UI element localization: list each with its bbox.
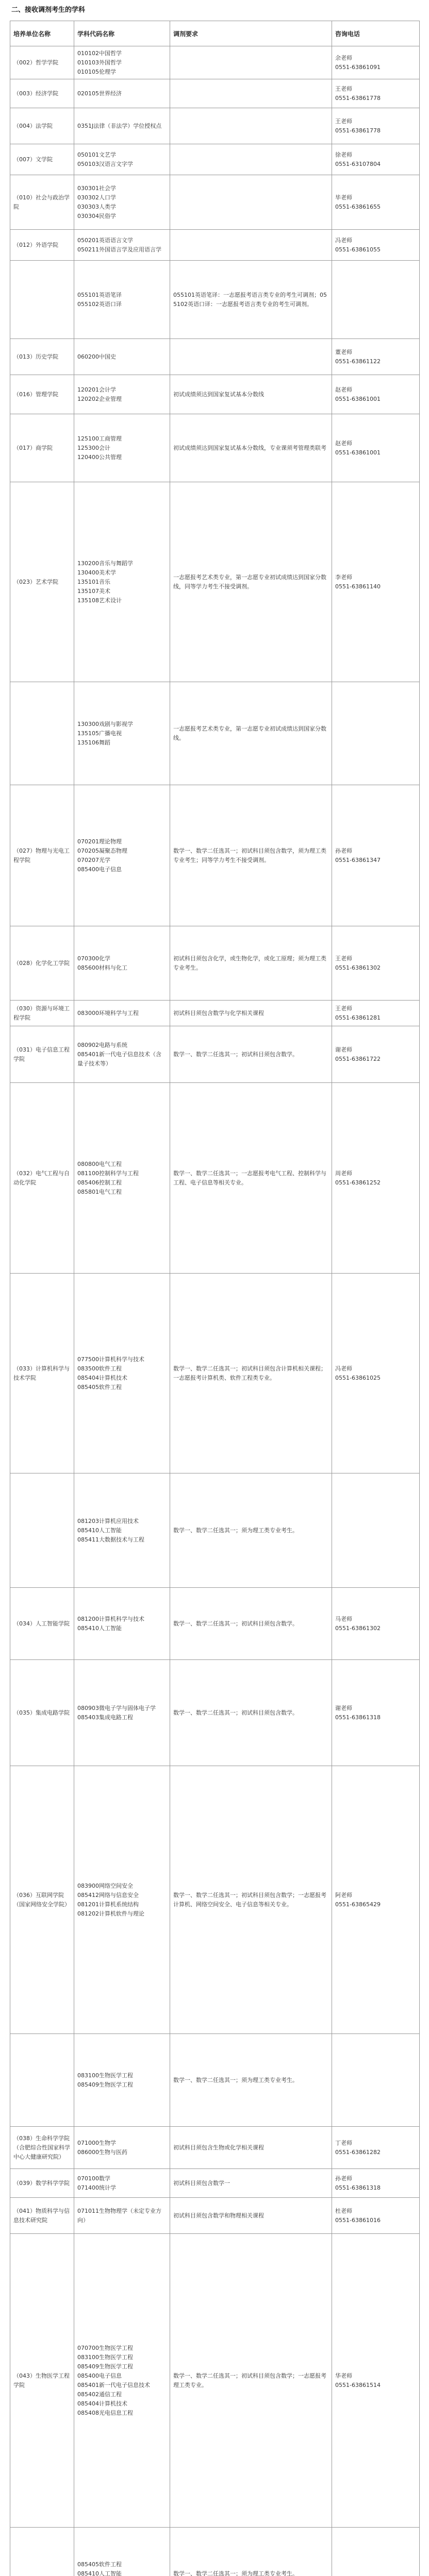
contact-cell: 余老师 0551-63861091 [332, 46, 420, 79]
unit-name-cell: （035）集成电路学院 [10, 1660, 74, 1766]
table-row [10, 2034, 420, 2127]
unit-name-cell: （007）文学院 [10, 144, 74, 175]
discipline-item: 080902电路与系统 [77, 1041, 127, 1048]
contact-cell: 谢老师 0551-63861318 [332, 1660, 420, 1766]
discipline-cell [74, 2127, 170, 2169]
discipline-item: 085406控制工程 [77, 1179, 122, 1186]
discipline-item: 050101文艺学 [77, 151, 116, 158]
discipline-cell [74, 1001, 170, 1026]
discipline-item: 085401新一代电子信息技术 [77, 2381, 150, 2388]
unit-name-cell: （023）艺术学院 [10, 482, 74, 682]
unit-name-cell: （012）外语学院 [10, 230, 74, 261]
discipline-cell [74, 2234, 170, 2528]
discipline-item: 050201英语语言文学 [77, 236, 133, 244]
contact-cell [332, 1473, 420, 1588]
contact-cell: 徐老师 0551-63107804 [332, 144, 420, 175]
unit-name-cell: （027）物理与光电工程学院 [10, 785, 74, 926]
discipline-item: 081100控制科学与工程 [77, 1170, 139, 1177]
contact-cell [332, 2034, 420, 2127]
discipline-cell [74, 175, 170, 230]
unit-name-cell: （017）商学院 [10, 414, 74, 482]
discipline-item: 050103汉语言文字学 [77, 160, 133, 167]
contact-cell [332, 261, 420, 339]
requirements-cell [170, 175, 332, 230]
unit-name-cell: （036）互联网学院（国家网络安全学院） [10, 1766, 74, 2034]
requirements-cell: 数学一、数学二任选其一；须为理工类专业考生。 [170, 1473, 332, 1588]
table-row [10, 175, 420, 230]
requirements-cell: 数学一、数学二任选其一；初试科目须包含数学。 [170, 1588, 332, 1660]
discipline-cell [74, 1083, 170, 1274]
discipline-item: 070100数学 [77, 2175, 110, 2182]
requirements-cell: 数学一、数学二任选其一；须为理工类专业考生。 [170, 2528, 332, 2576]
unit-name-cell [10, 682, 74, 785]
unit-name-cell: （028）化学化工学院 [10, 926, 74, 1001]
contact-cell: 王老师 0551-63861302 [332, 926, 420, 1001]
requirements-cell [170, 46, 332, 79]
requirements-cell [170, 79, 332, 108]
unit-name-cell: （030）资源与环境工程学院 [10, 1001, 74, 1026]
table-row [10, 1766, 420, 2034]
requirements-cell: 数学一、数学二任选其一；须为理工类专业考生。 [170, 2034, 332, 2127]
discipline-item: 077500计算机科学与技术 [77, 1355, 144, 1363]
contact-cell: 王老师 0551-63861778 [332, 108, 420, 144]
contact-cell: 孙老师 0551-63861347 [332, 785, 420, 926]
table-row [10, 2234, 420, 2528]
discipline-item: 083500软件工程 [77, 1365, 122, 1372]
header-requirements: 调剂要求 [170, 21, 332, 46]
table-row [10, 1473, 420, 1588]
discipline-item: 030301社会学 [77, 184, 116, 192]
table-row [10, 46, 420, 79]
discipline-item: 120400公共管理 [77, 453, 122, 461]
contact-cell: 赵老师 0551-63861001 [332, 414, 420, 482]
table-row [10, 339, 420, 375]
discipline-cell [74, 108, 170, 144]
discipline-cell [74, 414, 170, 482]
unit-name-cell: （034）人工智能学院 [10, 1588, 74, 1660]
discipline-item: 081202计算机软件与理论 [77, 1910, 144, 1917]
table-row [10, 2127, 420, 2169]
unit-name-cell: （016）管理学院 [10, 375, 74, 414]
contact-cell: 王老师 0551-63861778 [332, 79, 420, 108]
discipline-item: 120202企业管理 [77, 395, 122, 402]
discipline-item: 030303人类学 [77, 203, 116, 210]
discipline-item: 085801电气工程 [77, 1188, 122, 1195]
discipline-cell [74, 339, 170, 375]
table-row [10, 1660, 420, 1766]
discipline-cell [74, 230, 170, 261]
discipline-item: 085411大数据技术与工程 [77, 1536, 144, 1543]
discipline-item: 070201理论物理 [77, 838, 122, 845]
discipline-cell [74, 2169, 170, 2198]
discipline-item: 085410人工智能 [77, 1624, 122, 1632]
requirements-cell: 初试科目须包含数学与化学相关课程 [170, 1001, 332, 1026]
contact-cell: 冯老师 0551-63861025 [332, 1274, 420, 1473]
table-row [10, 2169, 420, 2198]
requirements-cell: 初试成绩须达到国家复试基本分数线，专业课须考管理类联考 [170, 414, 332, 482]
table-row [10, 144, 420, 175]
discipline-item: 130300戏剧与影视学 [77, 720, 133, 727]
discipline-cell [74, 1473, 170, 1588]
discipline-cell [74, 375, 170, 414]
requirements-cell: 055101英语笔译：一志愿报考语言类专业的考生可调剂；055102英语口译：一志愿报考语言类专业的考生可调剂。 [170, 261, 332, 339]
discipline-cell [74, 682, 170, 785]
requirements-cell: 初试科目须包含数学一 [170, 2169, 332, 2198]
discipline-item: 085405软件工程 [77, 1383, 122, 1391]
table-row [10, 79, 420, 108]
discipline-item: 135101音乐 [77, 578, 110, 585]
discipline-item: 085409生物医学工程 [77, 2363, 133, 2370]
discipline-item: 085409生物医学工程 [77, 2081, 133, 2088]
contact-cell: 毕老师 0551-63861655 [332, 175, 420, 230]
requirements-cell: 一志愿报考艺术类专业，第一志愿专业初试成绩达到国家分数线，同等学力考生不接受调剂。 [170, 482, 332, 682]
table-row [10, 1001, 420, 1026]
requirements-cell: 数学一、数学二任选其一；一志愿报考电气工程、控制科学与工程、电子信息等相关专业。 [170, 1083, 332, 1274]
table-row [10, 230, 420, 261]
discipline-item: 050211外国语言学及应用语言学 [77, 246, 161, 253]
unit-name-cell [10, 2034, 74, 2127]
unit-name-cell: （038）生命科学学院（合肥综合性国家科学中心大健康研究院） [10, 2127, 74, 2169]
table-row [10, 785, 420, 926]
discipline-item: 070205凝聚态物理 [77, 847, 127, 854]
discipline-item: 081200计算机科学与技术 [77, 1615, 144, 1622]
contact-cell: 华老师 0551-63861514 [332, 2234, 420, 2528]
discipline-item: 010105伦理学 [77, 68, 116, 75]
table-body [10, 46, 420, 2576]
discipline-item: 135107美术 [77, 587, 110, 595]
unit-name-cell: （033）计算机科学与技术学院 [10, 1274, 74, 1473]
table-row [10, 2528, 420, 2576]
header-contact: 咨询电话 [332, 21, 420, 46]
discipline-item: 083100生物医学工程 [77, 2353, 133, 2361]
discipline-item: 083100生物医学工程 [77, 2072, 133, 2079]
table-row [10, 414, 420, 482]
discipline-item: 085400电子信息 [77, 866, 122, 873]
adjustment-table [10, 21, 420, 2576]
requirements-cell: 数学一、数学二任选其一；初试科目须包含数学，须为理工类专业考生；同等学力考生不接受调剂。 [170, 785, 332, 926]
unit-name-cell: （032）电气工程与自动化学院 [10, 1083, 74, 1274]
unit-name-cell: （010）社会与政治学院 [10, 175, 74, 230]
table-row [10, 1026, 420, 1083]
contact-cell: 王老师 0551-63861281 [332, 1001, 420, 1026]
contact-cell: 李老师 0551-63861140 [332, 482, 420, 682]
table-row [10, 261, 420, 339]
discipline-item: 085410人工智能 [77, 1527, 122, 1534]
discipline-item: 020105世界经济 [77, 90, 122, 97]
discipline-item: 071400统计学 [77, 2184, 116, 2191]
discipline-item: 125300会计 [77, 444, 110, 451]
requirements-cell [170, 339, 332, 375]
header-unit: 培养单位名称 [10, 21, 74, 46]
discipline-item: 055102英语口译 [77, 300, 122, 308]
discipline-item: 085402通信工程 [77, 2391, 122, 2398]
requirements-cell: 初试科目须包含化学，或生物化学，或化工原理；须为理工类专业考生。 [170, 926, 332, 1001]
discipline-cell [74, 46, 170, 79]
discipline-item: 086000生物与医药 [77, 2148, 127, 2156]
requirements-cell [170, 108, 332, 144]
requirements-cell [170, 230, 332, 261]
unit-name-cell: （013）历史学院 [10, 339, 74, 375]
discipline-item: 080800电气工程 [77, 1160, 122, 1167]
discipline-cell [74, 144, 170, 175]
table-row [10, 108, 420, 144]
contact-cell: 赵老师 0551-63861001 [332, 375, 420, 414]
discipline-item: 060200中国史 [77, 353, 116, 360]
unit-name-cell [10, 2528, 74, 2576]
contact-cell: 孙老师 0551-63861318 [332, 2169, 420, 2198]
page-title: 二、接收调剂考生的学科 [11, 6, 86, 14]
table-header-row [10, 21, 420, 46]
discipline-item: 083900网络空间安全 [77, 1882, 133, 1889]
discipline-cell [74, 926, 170, 1001]
contact-cell: 谢老师 0551-63861722 [332, 1026, 420, 1083]
discipline-item: 085404计算机技术 [77, 2400, 127, 2407]
unit-name-cell [10, 1473, 74, 1588]
table-row [10, 926, 420, 1001]
requirements-cell: 数学一、数学二任选其一；初试科目须包含数学。 [170, 1026, 332, 1083]
unit-name-cell: （039）数学科学学院 [10, 2169, 74, 2198]
unit-name-cell [10, 261, 74, 339]
contact-cell: 马老师 0551-63861302 [332, 1588, 420, 1660]
contact-cell [332, 2528, 420, 2576]
unit-name-cell: （031）电子信息工程学院 [10, 1026, 74, 1083]
discipline-item: 010103外国哲学 [77, 59, 122, 66]
discipline-item: 070300化学 [77, 955, 110, 962]
discipline-cell [74, 482, 170, 682]
contact-cell: 杜老师 0551-63861016 [332, 2198, 420, 2234]
discipline-cell [74, 1660, 170, 1766]
discipline-cell [74, 1588, 170, 1660]
discipline-cell [74, 2034, 170, 2127]
discipline-item: 130400美术学 [77, 569, 116, 576]
discipline-item: 085412网络与信息安全 [77, 1891, 139, 1899]
unit-name-cell: （003）经济学院 [10, 79, 74, 108]
discipline-item: 030302人口学 [77, 194, 116, 201]
discipline-item: 085405软件工程 [77, 2561, 122, 2568]
unit-name-cell: （002）哲学学院 [10, 46, 74, 79]
discipline-item: 120201会计学 [77, 386, 116, 393]
discipline-item: 030304民俗学 [77, 212, 116, 219]
contact-cell: 阿老师 0551-63865429 [332, 1766, 420, 2034]
discipline-cell [74, 2528, 170, 2576]
discipline-cell [74, 2198, 170, 2234]
requirements-cell [170, 144, 332, 175]
discipline-item: 135108艺术设计 [77, 597, 122, 604]
unit-name-cell: （043）生物医学工程学院 [10, 2234, 74, 2528]
discipline-item: 081201计算机系统结构 [77, 1901, 139, 1908]
contact-cell: 董老师 0551-63861122 [332, 339, 420, 375]
requirements-cell: 一志愿报考艺术类专业，第一志愿专业初试成绩达到国家分数线。 [170, 682, 332, 785]
discipline-cell [74, 261, 170, 339]
unit-name-cell: （004）法学院 [10, 108, 74, 144]
requirements-cell: 数学一、数学二任选其一；初试科目须包含数学；一志愿报考计算机、网络空间安全、电子信息等相关专业。 [170, 1766, 332, 2034]
discipline-cell [74, 1026, 170, 1083]
discipline-cell [74, 785, 170, 926]
table-row [10, 1083, 420, 1274]
table-row [10, 1274, 420, 1473]
discipline-item: 085400电子信息 [77, 2372, 122, 2379]
table-row [10, 682, 420, 785]
contact-cell: 丁老师 0551-63861282 [332, 2127, 420, 2169]
table-row [10, 482, 420, 682]
discipline-item: 081203计算机应用技术 [77, 1517, 139, 1524]
requirements-cell: 数学一、数学二任选其一；初试科目须包含数学；一志愿报考理工类专业。 [170, 2234, 332, 2528]
contact-cell: 周老师 0551-63861252 [332, 1083, 420, 1274]
requirements-cell: 数学一、数学二任选其一；初试科目须包含计算机相关课程；一志愿报考计算机类、软件工程类专业。 [170, 1274, 332, 1473]
discipline-cell [74, 79, 170, 108]
discipline-item: 135106舞蹈 [77, 739, 110, 746]
requirements-cell: 初试成绩须达到国家复试基本分数线 [170, 375, 332, 414]
discipline-item: 085401新一代电子信息技术（含量子技术等） [77, 1050, 161, 1067]
contact-cell [332, 682, 420, 785]
table-row [10, 1588, 420, 1660]
discipline-item: 085403集成电路工程 [77, 1714, 133, 1721]
requirements-cell: 初试科目须包含数学和物理相关课程 [170, 2198, 332, 2234]
requirements-cell: 初试科目须包含生物或化学相关课程 [170, 2127, 332, 2169]
discipline-item: 071000生物学 [77, 2139, 116, 2146]
discipline-item: 085404计算机技术 [77, 1374, 127, 1381]
discipline-item: 0351J法律（非法学）学位授权点 [77, 122, 162, 129]
contact-cell: 冯老师 0551-63861055 [332, 230, 420, 261]
discipline-item: 055101英语笔译 [77, 291, 122, 298]
discipline-item: 085600材料与化工 [77, 964, 127, 971]
discipline-item: 085408光电信息工程 [77, 2409, 133, 2416]
discipline-item: 135105广播电视 [77, 730, 122, 737]
discipline-item: 130200音乐与舞蹈学 [77, 560, 133, 567]
unit-name-cell: （041）物质科学与信息技术研究院 [10, 2198, 74, 2234]
discipline-cell [74, 1274, 170, 1473]
discipline-item: 070700生物医学工程 [77, 2344, 133, 2351]
table-row [10, 375, 420, 414]
header-discipline: 学科代码名称 [74, 21, 170, 46]
discipline-item: 125100工商管理 [77, 435, 122, 442]
table-row [10, 2198, 420, 2234]
requirements-cell: 数学一、数学二任选其一；初试科目须包含数学。 [170, 1660, 332, 1766]
discipline-item: 083000环境科学与工程 [77, 1009, 139, 1016]
discipline-item: 080903微电子学与固体电子学 [77, 1704, 156, 1711]
discipline-cell [74, 1766, 170, 2034]
discipline-item: 010102中国哲学 [77, 49, 122, 57]
discipline-item: 070207光学 [77, 856, 110, 863]
discipline-item: 071011生物物理学（未定专业方向） [77, 2207, 161, 2224]
discipline-item: 085410人工智能 [77, 2570, 122, 2576]
